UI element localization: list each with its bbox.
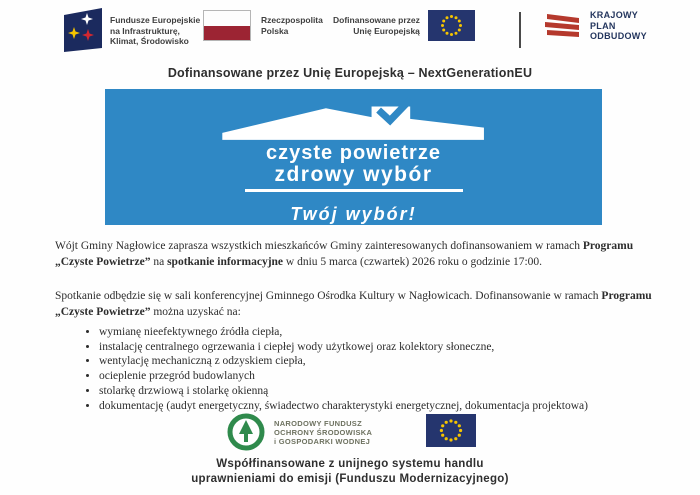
banner-underline <box>245 189 463 192</box>
page-title: Dofinansowane przez Unię Europejską – NextGenerationEU <box>167 66 533 80</box>
list-item: • stolarkę drzwiową i stolarkę okienną <box>99 385 659 398</box>
nfosigw-label: NARODOWY FUNDUSZ OCHRONY ŚRODOWISKA i GOSPODARKI WODNEJ <box>274 418 373 446</box>
poland-logo <box>203 10 323 41</box>
eu-funds-flag-icon <box>64 8 102 54</box>
eu-cofunded-label: Dofinansowane przez Unię Europejską <box>333 15 420 36</box>
eu-funds-label: Fundusze Europejskie na Infrastrukturę, Klimat, Środowisko <box>110 15 201 47</box>
funding-scope-list <box>85 326 659 414</box>
cofinancing-note: Współfinansowane z unijnego systemu handlu uprawnieniami do emisji (Funduszu Modernizacyjnego) <box>191 458 509 485</box>
kpo-label: KRAJOWY PLAN ODBUDOWY <box>590 10 647 42</box>
banner-line2: zdrowy wybór <box>274 162 433 186</box>
house-with-checkmark-icon <box>204 96 504 147</box>
paragraph-details: Spotkanie odbędzie się w sali konferencyjnej Gminnego Ośrodka Kultury w Nagłowicach. Dofinansowanie w ramach Programu „Czyste Powietrze” można uzyskać na: <box>55 290 652 318</box>
paragraph-invitation: Wójt Gminy Nagłowice zaprasza wszystkich mieszkańców Gminy zainteresowanych dofinansowaniem w ramach Programu „Czyste Powietrze” na spotkanie informacyjne w dniu 5 marca (czwartek) 2026 roku o godzinie 17:00. <box>55 240 634 268</box>
eu-flag-icon <box>426 414 476 447</box>
list-item: • instalację centralnego ogrzewania i ciepłej wody użytkowej oraz kolektory słoneczne, <box>99 341 659 354</box>
poland-label: Rzeczpospolita Polska <box>261 15 323 36</box>
banner-tagline: Twój wybór! <box>290 204 417 224</box>
header-logo-strip <box>0 8 700 56</box>
eu-cofunded-logo <box>333 10 475 41</box>
eu-funds-logo <box>64 8 200 54</box>
list-item: • ocieplenie przegród budowlanych <box>99 370 659 383</box>
eu-flag-icon <box>428 10 475 41</box>
list-item: • wymianę nieefektywnego źródła ciepła, <box>99 326 659 339</box>
logo-divider <box>519 12 521 48</box>
kpo-bricks-icon <box>545 10 581 42</box>
poland-flag-icon <box>203 10 251 41</box>
nfosigw-tree-icon <box>226 412 266 452</box>
eu-flag-bottom <box>426 414 476 452</box>
list-item: • wentylację mechaniczną z odzyskiem ciepła, <box>99 355 659 368</box>
list-item: • dokumentację (audyt energetyczny, świadectwo charakterystyki energetycznej, dokumentacja projektowa) <box>99 400 659 413</box>
czyste-powietrze-banner <box>105 89 602 225</box>
banner-line1: czyste powietrze <box>266 141 441 164</box>
kpo-logo <box>545 10 647 42</box>
nfosigw-logo <box>226 412 372 452</box>
